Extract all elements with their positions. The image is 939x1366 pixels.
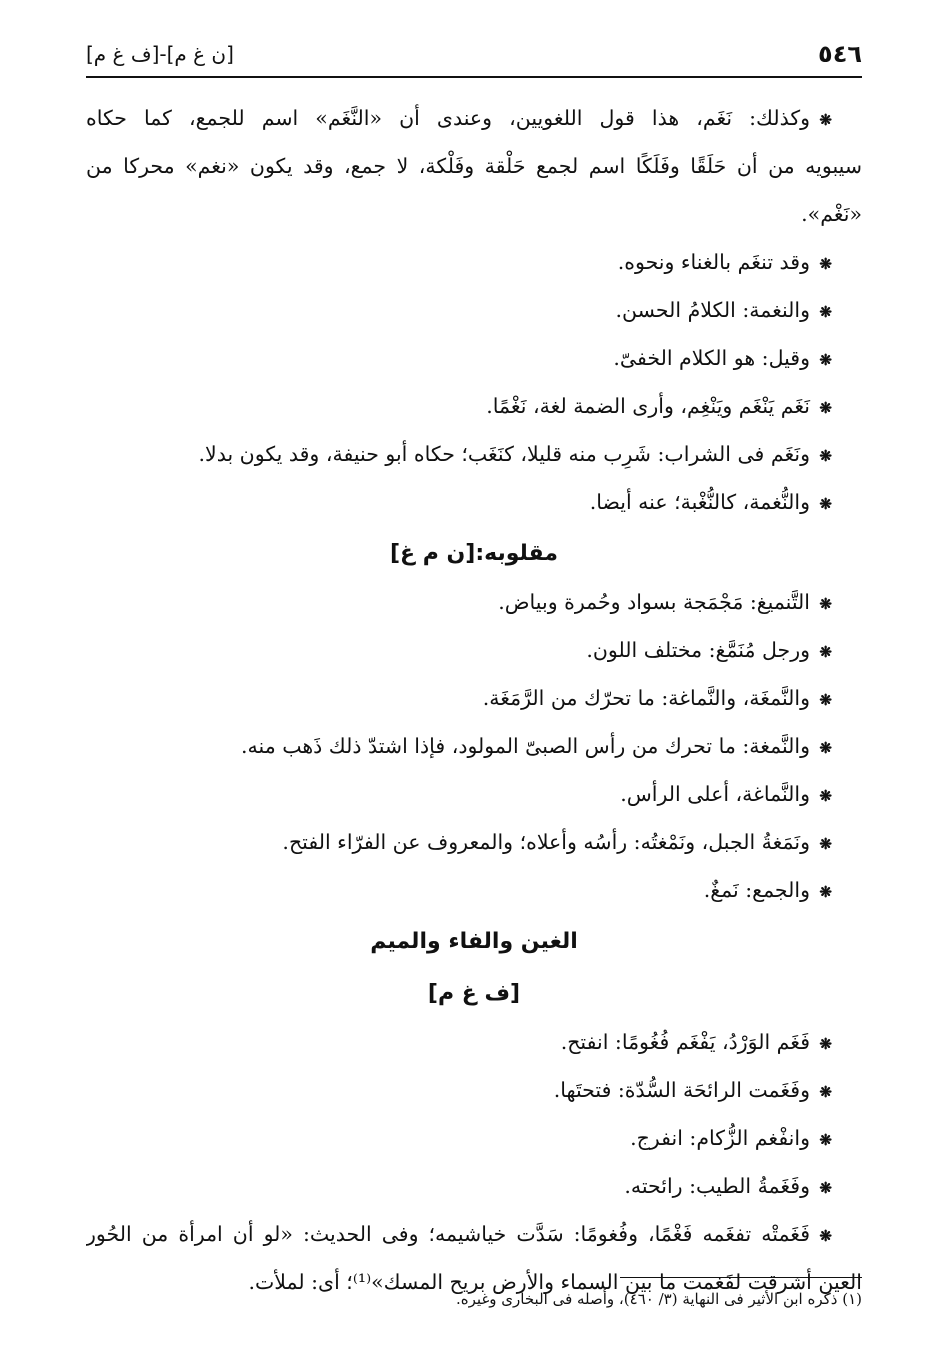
asterisk-flower-icon: ❋ xyxy=(819,1131,832,1149)
asterisk-flower-icon: ❋ xyxy=(819,303,832,321)
entry-text: والنُّغمة، كالنُّغْبة؛ عنه أيضا. xyxy=(589,490,810,514)
footnote-rule xyxy=(620,1277,862,1278)
entry-line xyxy=(86,432,862,480)
entry-text: فَغَم الوَرْدُ، يَفْغَم فُغُومًا: انفتح. xyxy=(560,1030,810,1054)
page-number: ٥٤٦ xyxy=(818,40,862,68)
page-header xyxy=(86,40,862,70)
asterisk-flower-icon: ❋ xyxy=(819,1035,832,1053)
entry-line xyxy=(86,1068,862,1116)
entry-line xyxy=(86,240,862,288)
entry-line xyxy=(86,96,862,144)
entry-text: وقد تنغَم بالغناء ونحوه. xyxy=(617,250,810,274)
asterisk-flower-icon: ❋ xyxy=(819,255,832,273)
entry-text: والنَّماغة، أعلى الرأس. xyxy=(620,782,810,806)
asterisk-flower-icon: ❋ xyxy=(819,787,832,805)
entry-text: والجمع: نَمغٌ. xyxy=(703,878,810,902)
entry-text: والنغمة: الكلامُ الحسن. xyxy=(615,298,810,322)
entry-line xyxy=(86,192,862,240)
entry-text: ونَمَغةُ الجبل، ونَمْغتُه: رأسُه وأعلاه؛ والمعروف عن الفرّاء الفتح. xyxy=(282,830,810,854)
entry-text: وانفْغم الزُّكام: انفرج. xyxy=(630,1126,810,1150)
asterisk-flower-icon: ❋ xyxy=(819,1179,832,1197)
entry-text: وفَغَمت الرائحَة السُّدّة: فتحتَها. xyxy=(553,1078,810,1102)
asterisk-flower-icon: ❋ xyxy=(819,691,832,709)
asterisk-flower-icon: ❋ xyxy=(819,595,832,613)
asterisk-flower-icon: ❋ xyxy=(819,399,832,417)
entry-line xyxy=(86,628,862,676)
asterisk-flower-icon: ❋ xyxy=(819,835,832,853)
entry-text: نَغَم يَنْغَم ويَنْغِم، وأرى الضمة لغة، نَغْمًا. xyxy=(486,394,810,418)
entry-text: وكذلك: نَغَم، هذا قول اللغويين، وعندى أن «النَّغَم» اسم للجمع، كما حكاه xyxy=(86,106,810,130)
entry-line xyxy=(86,772,862,820)
page-body xyxy=(86,96,862,1308)
section-heading: الغين والفاء والميم xyxy=(370,929,578,954)
running-head: [ن غ م]-[ف غ م] xyxy=(86,42,234,66)
entry-line xyxy=(86,676,862,724)
entry-line xyxy=(86,1020,862,1068)
asterisk-flower-icon: ❋ xyxy=(819,111,832,129)
entry-text: والنَّمغَة، والنَّماغة: ما تحرّك من الرَّمَغَة. xyxy=(482,686,810,710)
asterisk-flower-icon: ❋ xyxy=(819,495,832,513)
entry-text: وفَغَمةُ الطيب: رائحته. xyxy=(624,1174,810,1198)
entry-line xyxy=(86,580,862,628)
asterisk-flower-icon: ❋ xyxy=(819,883,832,901)
entry-text: «نَغْم». xyxy=(801,202,862,226)
entry-text: وقيل: هو الكلام الخفىّ. xyxy=(613,346,810,370)
entry-text: ورجل مُنَمَّغ: مختلف اللون. xyxy=(586,638,810,662)
inverted-root-heading: مقلوبه:[ن م غ] xyxy=(390,541,558,566)
entry-text: ونَغَم فى الشراب: شَرِب منه قليلا، كنَغَب؛ حكاه أبو حنيفة، وقد يكون بدلا. xyxy=(198,442,810,466)
entry-text: العين أشرقت لفَغمت ما بين السماء والأرض بريح المسك»⁽¹⁾؛ أى: لملأت. xyxy=(248,1270,862,1294)
entry-line xyxy=(86,868,862,916)
entry-line xyxy=(86,1116,862,1164)
asterisk-flower-icon: ❋ xyxy=(819,1083,832,1101)
asterisk-flower-icon: ❋ xyxy=(819,351,832,369)
entry-line xyxy=(86,1212,862,1260)
entry-text: فَغَمتْه تفغَمه فَغْمًا، وفُغومًا: سَدَّت خياشيمه؛ وفى الحديث: «لو أن امرأة من الحُور xyxy=(86,1222,810,1246)
entry-line xyxy=(86,820,862,868)
entry-line xyxy=(86,288,862,336)
entry-line xyxy=(86,384,862,432)
entry-text: والنَّمغة: ما تحرك من رأس الصبىّ المولود، فإذا اشتدّ ذلك ذَهب منه. xyxy=(241,734,810,758)
entry-line xyxy=(86,336,862,384)
entry-line xyxy=(86,144,862,192)
footnote: (١) ذكره ابن الأثير فى النهاية (٣/ ٤٦٠)، وأصله فى البخارى وغيره. xyxy=(456,1290,862,1308)
entry-text: التَّنميغ: مَجْمَجة بسواد وحُمرة وبياض. xyxy=(498,590,810,614)
asterisk-flower-icon: ❋ xyxy=(819,739,832,757)
root-heading: [ف غ م] xyxy=(427,981,521,1006)
entry-line xyxy=(86,724,862,772)
asterisk-flower-icon: ❋ xyxy=(819,1227,832,1245)
header-rule xyxy=(86,76,862,78)
asterisk-flower-icon: ❋ xyxy=(819,447,832,465)
entry-line xyxy=(86,480,862,528)
asterisk-flower-icon: ❋ xyxy=(819,643,832,661)
entry-text: سيبويه من أن حَلَقًا وفَلَكًا اسم لجمع حَلْقة وفَلْكة، لا جمع، وقد يكون «نغم» محركا من xyxy=(86,154,862,178)
entry-line xyxy=(86,1164,862,1212)
